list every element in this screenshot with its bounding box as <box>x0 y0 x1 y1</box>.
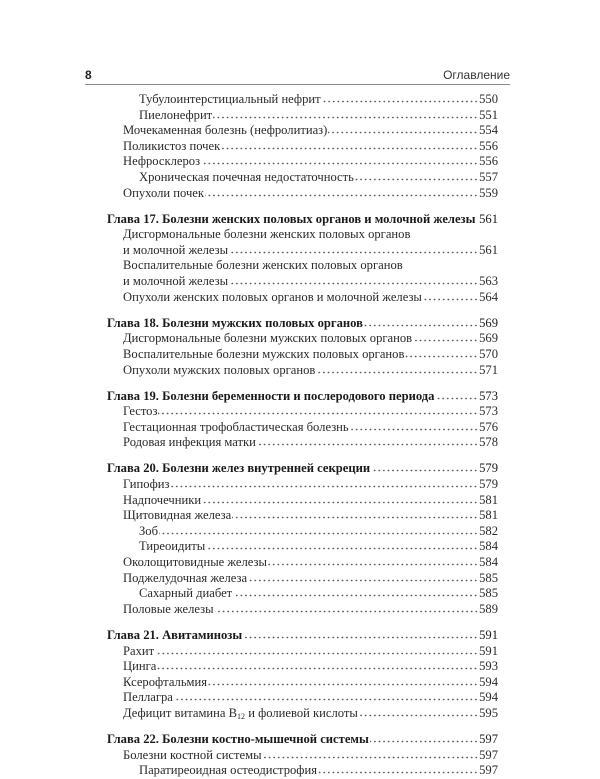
toc-entry-page: 561 <box>479 242 498 257</box>
leader-dots <box>268 556 478 566</box>
leader-dots <box>328 124 478 134</box>
leader-dots <box>322 93 478 103</box>
toc-entry[interactable] <box>107 675 498 691</box>
toc-entry-label: Тиреоидиты <box>139 539 206 554</box>
running-title: Оглавление <box>443 68 510 82</box>
toc-entry-page: 578 <box>479 435 498 450</box>
toc-entry-page: 585 <box>479 586 498 601</box>
table-of-contents <box>107 92 498 779</box>
leader-dots <box>221 140 478 150</box>
toc-entry-page: 595 <box>479 705 498 720</box>
toc-entry-label: Щитовидная железа <box>123 508 232 523</box>
toc-entry-label: Половые железы <box>123 601 214 616</box>
toc-entry[interactable] <box>107 139 498 155</box>
toc-entry-page: 597 <box>479 763 498 778</box>
leader-dots <box>205 187 478 197</box>
leader-dots <box>233 587 478 597</box>
subscript: 12 <box>237 711 246 721</box>
chapter-page: 597 <box>479 731 498 746</box>
toc-entry[interactable] <box>107 186 498 202</box>
chapter-title: Глава 22. Болезни костно-мышечной системы <box>107 731 369 746</box>
toc-entry[interactable] <box>107 706 498 722</box>
toc-entry-label: Воспалительные болезни мужских половых органов <box>123 346 405 361</box>
toc-entry[interactable] <box>107 477 498 493</box>
toc-entry-label: Дисгормональные болезни мужских половых органов <box>123 331 413 346</box>
toc-entry-label: и молочной железы <box>123 274 229 289</box>
toc-entry[interactable] <box>107 363 498 379</box>
toc-entry[interactable] <box>107 420 498 436</box>
toc-entry-line1[interactable]: Дисгормональные болезни женских половых органов <box>123 227 411 242</box>
toc-entry[interactable] <box>107 243 498 259</box>
toc-entry-page: 571 <box>479 362 498 377</box>
leader-dots <box>435 390 478 400</box>
toc-chapter-18[interactable] <box>107 316 498 332</box>
toc-entry-page: 569 <box>479 331 498 346</box>
toc-entry-page: 581 <box>479 508 498 523</box>
toc-entry-label: Сахарный диабет <box>139 586 233 601</box>
toc-entry-page: 551 <box>479 107 498 122</box>
leader-dots <box>355 171 478 181</box>
leader-dots <box>350 421 478 431</box>
toc-entry-page: 584 <box>479 555 498 570</box>
toc-entry-page: 554 <box>479 123 498 138</box>
leader-dots <box>215 603 479 613</box>
page-number: 8 <box>85 68 92 82</box>
toc-entry-label: Хроническая почечная недостаточность <box>139 169 354 184</box>
toc-entry[interactable] <box>107 347 498 363</box>
leader-dots <box>413 332 478 342</box>
leader-dots <box>201 155 478 165</box>
leader-dots <box>170 478 478 488</box>
toc-entry-page: 584 <box>479 539 498 554</box>
toc-entry[interactable] <box>107 571 498 587</box>
toc-entry[interactable] <box>107 602 498 618</box>
chapter-title: Глава 19. Болезни беременности и послеродового периода <box>107 388 435 403</box>
toc-entry-page: 594 <box>479 674 498 689</box>
leader-dots <box>371 462 478 472</box>
toc-entry-label: Пиелонефрит <box>139 107 213 122</box>
chapter-page: 591 <box>479 627 498 642</box>
chapter-title: Глава 20. Болезни желез внутренней секреции <box>107 461 371 476</box>
leader-dots <box>318 764 478 774</box>
leader-dots <box>157 660 478 670</box>
leader-dots <box>159 525 478 535</box>
toc-entry-label: Опухоли мужских половых органов <box>123 362 316 377</box>
toc-entry-label: Болезни костной системы <box>123 747 262 762</box>
leader-dots <box>229 275 478 285</box>
toc-chapter-20[interactable] <box>107 461 498 477</box>
toc-entry[interactable] <box>107 763 498 779</box>
chapter-title: Глава 17. Болезни женских половых органов и молочной железы <box>107 211 476 226</box>
toc-entry-page: 570 <box>479 346 498 361</box>
toc-entry-label: Родовая инфекция матки <box>123 435 256 450</box>
toc-entry[interactable] <box>107 331 498 347</box>
leader-dots <box>370 733 478 743</box>
chapter-page: 573 <box>479 388 498 403</box>
chapter-page: 561 <box>479 211 498 226</box>
leader-dots <box>206 540 478 550</box>
toc-entry-page: 579 <box>479 477 498 492</box>
toc-entry[interactable] <box>107 586 498 602</box>
toc-entry-label: Поджелудочная железа <box>123 570 248 585</box>
leader-dots <box>359 707 478 717</box>
toc-entry-label: Зоб <box>139 523 159 538</box>
toc-entry-page: 576 <box>479 419 498 434</box>
leader-dots <box>257 436 478 446</box>
toc-chapter-21[interactable] <box>107 628 498 644</box>
toc-entry-page: 564 <box>479 289 498 304</box>
leader-dots <box>174 691 478 701</box>
toc-entry[interactable] <box>107 123 498 139</box>
toc-entry[interactable] <box>107 404 498 420</box>
toc-entry-page: 559 <box>479 185 498 200</box>
toc-entry[interactable] <box>107 659 498 675</box>
toc-entry-label: Поликистоз почек <box>123 138 221 153</box>
toc-entry[interactable] <box>107 555 498 571</box>
leader-dots <box>405 348 478 358</box>
toc-entry[interactable] <box>107 92 498 108</box>
leader-dots <box>248 572 478 582</box>
chapter-page: 579 <box>479 461 498 476</box>
toc-entry[interactable] <box>107 170 498 186</box>
toc-entry-label: Опухоли женских половых органов и молочной железы <box>123 289 422 304</box>
toc-entry-label: Ксерофтальмия <box>123 674 208 689</box>
chapter-page: 569 <box>479 315 498 330</box>
leader-dots <box>476 213 478 223</box>
toc-entry-label <box>123 706 358 722</box>
toc-entry-label: Цинга <box>123 659 157 674</box>
leader-dots <box>243 629 478 639</box>
leader-dots <box>263 749 479 759</box>
leader-dots <box>208 676 478 686</box>
toc-entry-page: 556 <box>479 138 498 153</box>
leader-dots <box>232 509 478 519</box>
toc-entry[interactable] <box>107 108 498 124</box>
leader-dots <box>213 109 478 119</box>
leader-dots <box>364 317 478 327</box>
toc-entry-label: Околощитовидные железы <box>123 555 267 570</box>
toc-entry-label: Надпочечники <box>123 492 202 507</box>
toc-entry-page: 585 <box>479 570 498 585</box>
leader-dots <box>155 645 478 655</box>
toc-entry[interactable] <box>107 435 498 451</box>
toc-entry[interactable] <box>107 274 498 290</box>
toc-entry-label: Паратиреоидная остеодистрофия <box>139 763 317 778</box>
toc-entry-page: 550 <box>479 92 498 106</box>
toc-entry-page: 573 <box>479 404 498 419</box>
page-header <box>85 66 510 85</box>
toc-entry[interactable] <box>107 539 498 555</box>
toc-entry-page: 556 <box>479 154 498 169</box>
toc-entry-page: 597 <box>479 747 498 762</box>
toc-entry-label: Опухоли почек <box>123 185 205 200</box>
toc-entry[interactable] <box>107 508 498 524</box>
leader-dots <box>423 291 478 301</box>
leader-dots <box>202 494 478 504</box>
toc-entry[interactable] <box>107 154 498 170</box>
toc-entry-label: Мочекаменная болезнь (нефролитиаз) <box>123 123 328 138</box>
toc-entry-label: Гипофиз <box>123 477 170 492</box>
toc-entry[interactable] <box>107 690 498 706</box>
leader-dots <box>229 244 478 254</box>
toc-entry-page: 557 <box>479 169 498 184</box>
toc-entry-page: 594 <box>479 690 498 705</box>
toc-entry-page: 581 <box>479 492 498 507</box>
chapter-title: Глава 18. Болезни мужских половых органов <box>107 315 363 330</box>
toc-entry[interactable] <box>107 644 498 660</box>
toc-entry-page: 589 <box>479 601 498 616</box>
toc-entry-label: Гестационная трофобластическая болезнь <box>123 419 349 434</box>
toc-entry-label: и молочной железы <box>123 242 229 257</box>
toc-entry-label: Тубулоинтерстициальный нефрит <box>139 92 321 106</box>
label-text: и фолиевой кислоты <box>245 705 358 720</box>
leader-dots <box>158 405 478 415</box>
toc-entry-label: Пеллагра <box>123 690 173 705</box>
toc-entry[interactable] <box>107 290 498 306</box>
label-text: Дефицит витамина B <box>123 705 238 720</box>
toc-chapter-19[interactable] <box>107 389 498 405</box>
toc-entry-page: 582 <box>479 523 498 538</box>
toc-entry-line1[interactable]: Воспалительные болезни женских половых органов <box>123 258 403 273</box>
toc-entry[interactable] <box>107 524 498 540</box>
chapter-title: Глава 21. Авитаминозы <box>107 627 243 642</box>
toc-entry-page: 563 <box>479 274 498 289</box>
toc-entry-page: 593 <box>479 659 498 674</box>
toc-entry-label: Рахит <box>123 643 155 658</box>
toc-entry-label: Гестоз <box>123 404 158 419</box>
toc-chapter-22[interactable] <box>107 732 498 748</box>
toc-entry-page: 591 <box>479 643 498 658</box>
toc-chapter-17[interactable] <box>107 212 498 228</box>
toc-entry-label: Нефросклероз <box>123 154 201 169</box>
toc-entry[interactable] <box>107 493 498 509</box>
leader-dots <box>316 364 478 374</box>
